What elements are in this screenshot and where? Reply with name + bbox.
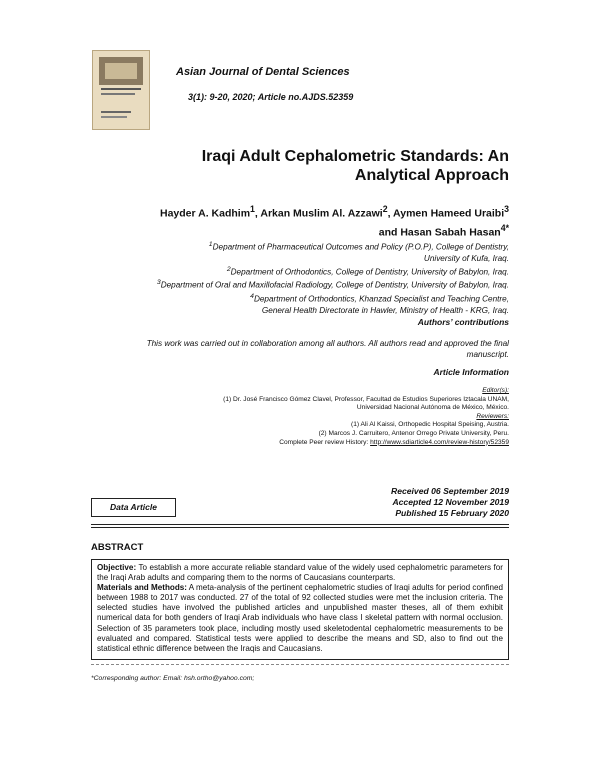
contributions-heading: Authors’ contributions: [417, 317, 509, 327]
journal-name: Asian Journal of Dental Sciences: [176, 66, 350, 78]
affiliation-item: $^1$Department of Pharmaceutical Outcomes and Policy (P.O.P), College of Dentistry,: [208, 241, 509, 252]
journal-citation: 3(1): 9-20, 2020; Article no.AJDS.52359: [188, 92, 354, 102]
abstract-objective: Objective: To establish a more accurate reliable standard value of the widely used cephalometric parameters for the Iraqi Arab adults and comparing them to the norms of Caucasians counterparts.: [97, 563, 503, 583]
peer-review-link[interactable]: http://www.sdiarticle4.com/review-history/52359: [370, 438, 509, 446]
abstract-methods: Materials and Methods: A meta-analysis of the pertinent cephalometric studies of Iraqi adults for period confined between 1988 to 2017 was conducted. 27 of the total of 92 collected studies were met the inclusion criteria. The selected studies have involved the published articles and unpublished master theses, all of them exhibit numerical data for both genders of Iraqi Arab individuals who have class I skeletal pattern with normal occlusion. Selection of 35 parameters took place, including mostly used skeletodental cephalometric measurements to be evaluated and compared. Statistical tests were applied to describe the means and SD, also to find out the statistical ethnic difference between the Iraqis and Caucasians.: [97, 583, 503, 653]
article-dates: [391, 486, 509, 519]
author-name: Hayder A. Kadhim: [159, 207, 251, 220]
article-info: [79, 387, 509, 447]
reviewer-line: (2) Marcos J. Carruitero, Antenor Orrego Private University, Peru.: [318, 429, 509, 437]
author-name: Aymen Hameed Uraibi: [393, 207, 505, 220]
received-date: Received 06 September 2019: [391, 486, 509, 496]
abstract-heading: ABSTRACT: [91, 542, 144, 553]
corresponding-author: *Corresponding author: Email: hsh.ortho@yahoo.com;: [91, 675, 255, 682]
title-line-2: Analytical Approach: [354, 167, 509, 184]
affiliation-item: $^2$Department of Orthodontics, College of Dentistry, University of Babylon, Iraq.: [226, 265, 509, 277]
author-list: Hayder A. Kadhim$^1$, Arkan Muslim Al. Azzawi$^2$, Aymen Hameed Uraibi$^3$ and Hasan Sabah Hasan$^{4*}$: [159, 204, 509, 238]
contributions-text: This work was carried out in collaboration among all authors. All authors read and approved the final manuscript.: [146, 339, 509, 359]
affiliation-item: $^3$Department of Oral and Maxillofacial Radiology, College of Dentistry, University of Babylon, Iraq.: [156, 279, 509, 291]
paper-title: [149, 147, 509, 185]
title-line-1: Iraqi Adult Cephalometric Standards: An: [201, 148, 509, 165]
article-info-heading: Article Information: [433, 367, 509, 377]
abstract-box: [91, 559, 509, 660]
peer-review-line: Complete Peer review History: http://www.sdiarticle4.com/review-history/52359: [279, 438, 509, 446]
affiliation-item: $^4$Department of Orthodontics, Khanzad Specialist and Teaching Centre,: [250, 293, 509, 304]
published-date: Published 15 February 2020: [395, 508, 509, 518]
affiliations: [49, 239, 509, 316]
author-name: Arkan Muslim Al. Azzawi: [260, 207, 383, 220]
editors-label: Editor(s):: [482, 387, 509, 394]
editor-line: Universidad Nacional Autónoma de México, México.: [356, 404, 509, 412]
editor-line: (1) Dr. José Francisco Gómez Clavel, Professor, Facultad de Estudios Superiores Iztacala UNAM,: [223, 395, 509, 403]
reviewers-label: Reviewers:: [476, 412, 509, 420]
article-type-badge: Data Article: [91, 498, 176, 517]
author-name: Hasan Sabah Hasan: [400, 226, 501, 238]
reviewer-line: (1) Ali Al Kaissi, Orthopedic Hospital Speising, Austria.: [351, 421, 509, 429]
divider: [91, 527, 509, 528]
accepted-date: Accepted 12 November 2019: [392, 497, 509, 507]
journal-cover-image: [92, 50, 150, 130]
divider: [91, 524, 509, 525]
affiliation-item-cont: University of Kufa, Iraq.: [423, 253, 509, 263]
footnote-divider: [91, 664, 509, 665]
affiliation-item-cont: General Health Directorate in Hawler, Ministry of Health - KRG, Iraq.: [261, 305, 509, 315]
